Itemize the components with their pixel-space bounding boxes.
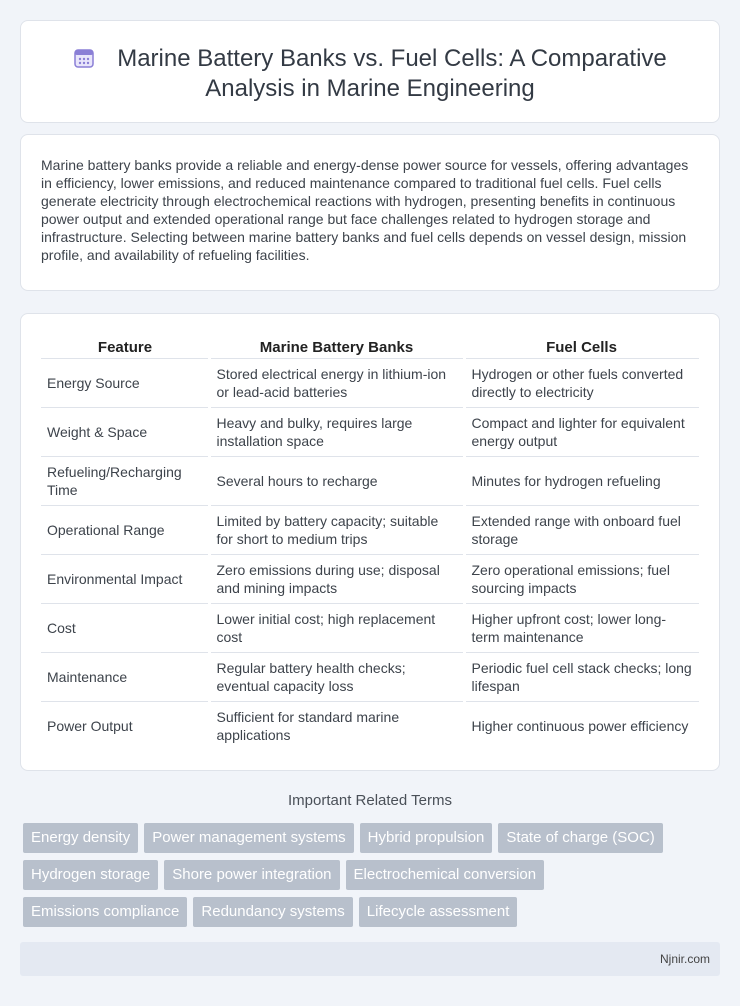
intro-card: [20, 134, 720, 291]
column-header-battery: Marine Battery Banks: [209, 334, 464, 358]
feature-cell: Cost: [41, 603, 209, 652]
term-tag[interactable]: Redundancy systems: [193, 897, 352, 927]
battery-cell: Several hours to recharge: [209, 456, 464, 505]
table-header-row: [41, 334, 699, 358]
table-row: [41, 456, 699, 505]
table-row: [41, 652, 699, 701]
feature-cell: Refueling/Recharging Time: [41, 456, 209, 505]
table-row: [41, 603, 699, 652]
term-tag[interactable]: Electrochemical conversion: [346, 860, 545, 890]
battery-cell: Stored electrical energy in lithium-ion or lead-acid batteries: [209, 358, 464, 407]
related-terms-list: [23, 823, 703, 934]
battery-cell: Zero emissions during use; disposal and mining impacts: [209, 554, 464, 603]
title-line-1: Marine Battery Banks vs. Fuel Cells: A Comparative: [117, 45, 667, 72]
term-tag[interactable]: Emissions compliance: [23, 897, 187, 927]
feature-cell: Maintenance: [41, 652, 209, 701]
column-header-feature: Feature: [41, 334, 209, 358]
battery-cell: Lower initial cost; high replacement cost: [209, 603, 464, 652]
fuel-cell-cell: Zero operational emissions; fuel sourcing impacts: [464, 554, 699, 603]
title-line-2: Analysis in Marine Engineering: [205, 75, 535, 102]
comparison-table: [41, 334, 699, 750]
table-row: [41, 554, 699, 603]
related-terms-heading: Important Related Terms: [288, 792, 452, 809]
battery-cell: Heavy and bulky, requires large installation space: [209, 407, 464, 456]
battery-cell: Limited by battery capacity; suitable for short to medium trips: [209, 505, 464, 554]
table-row: [41, 407, 699, 456]
footer: [20, 942, 720, 976]
term-tag[interactable]: Hybrid propulsion: [360, 823, 493, 853]
battery-cell: Regular battery health checks; eventual capacity loss: [209, 652, 464, 701]
feature-cell: Operational Range: [41, 505, 209, 554]
term-tag[interactable]: Energy density: [23, 823, 138, 853]
battery-cell: Sufficient for standard marine applications: [209, 701, 464, 750]
page-title: [21, 44, 719, 104]
feature-cell: Energy Source: [41, 358, 209, 407]
term-tag[interactable]: Lifecycle assessment: [359, 897, 518, 927]
comparison-table-card: [20, 313, 720, 771]
fuel-cell-cell: Compact and lighter for equivalent energy output: [464, 407, 699, 456]
fuel-cell-cell: Periodic fuel cell stack checks; long lifespan: [464, 652, 699, 701]
table-row: [41, 701, 699, 750]
term-tag[interactable]: Hydrogen storage: [23, 860, 158, 890]
footer-site-link[interactable]: Njnir.com: [659, 952, 710, 966]
feature-cell: Weight & Space: [41, 407, 209, 456]
fuel-cell-cell: Minutes for hydrogen refueling: [464, 456, 699, 505]
fuel-cell-cell: Extended range with onboard fuel storage: [464, 505, 699, 554]
fuel-cell-cell: Hydrogen or other fuels converted directly to electricity: [464, 358, 699, 407]
term-tag[interactable]: Shore power integration: [164, 860, 339, 890]
table-row: [41, 358, 699, 407]
table-row: [41, 505, 699, 554]
term-tag[interactable]: Power management systems: [144, 823, 353, 853]
intro-paragraph: Marine battery banks provide a reliable and energy-dense power source for vessels, offering advantages in efficiency, lower emissions, and reduced maintenance compared to traditional fuel cells. Fuel cells generate electricity through electrochemical reactions with hydrogen, presenting benefits in continuous power output and extended operational range but face challenges related to hydrogen storage and infrastructure. Selecting between marine battery banks and fuel cells depends on vessel design, mission profile, and availability of refueling facilities.: [41, 157, 689, 263]
fuel-cell-cell: Higher upfront cost; lower long-term maintenance: [464, 603, 699, 652]
feature-cell: Environmental Impact: [41, 554, 209, 603]
feature-cell: Power Output: [47, 717, 133, 734]
calendar-icon: [73, 47, 95, 69]
column-header-fuel-cells: Fuel Cells: [464, 334, 699, 358]
title-card: [20, 20, 720, 123]
fuel-cell-cell: Higher continuous power efficiency: [464, 701, 699, 750]
term-tag[interactable]: State of charge (SOC): [498, 823, 662, 853]
